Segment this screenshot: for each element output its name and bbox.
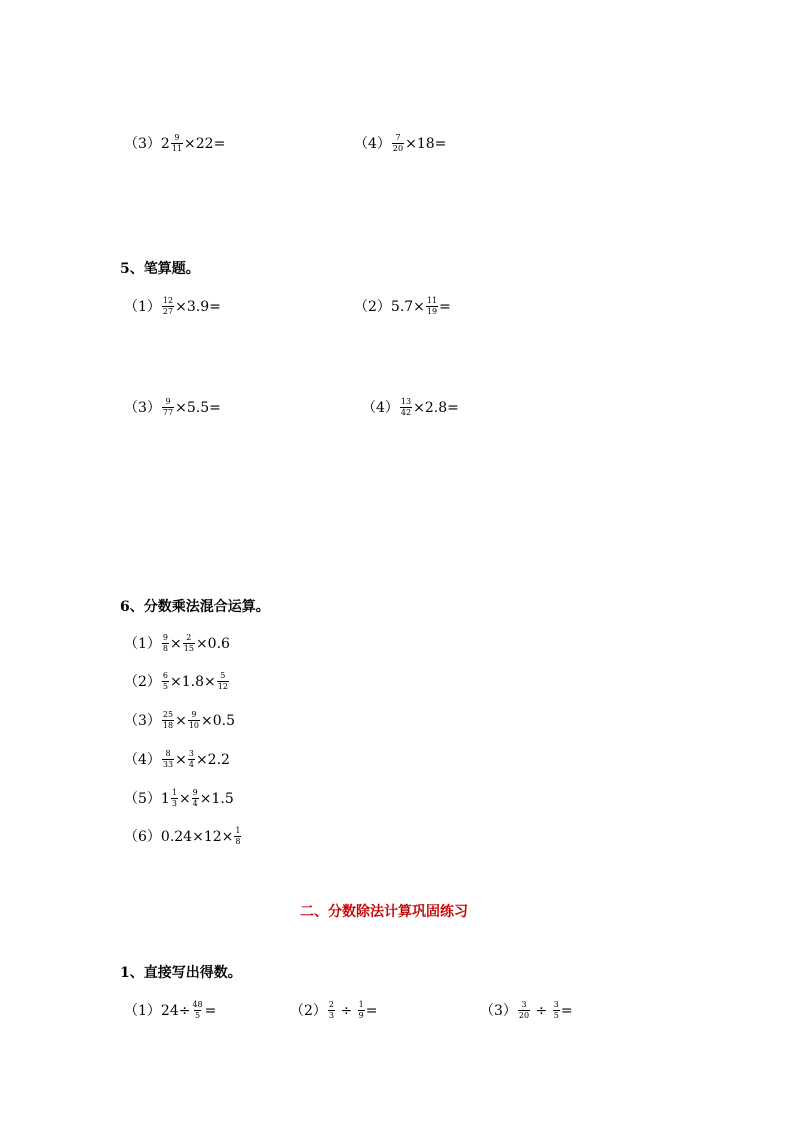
operator: × [175,751,187,768]
denominator: 8 [235,837,241,846]
denominator: 18 [162,721,174,730]
fraction-1 [518,1001,530,1020]
numerator: 3 [553,1000,559,1009]
denominator: 9 [358,1011,364,1020]
q5-item-3 [124,398,221,417]
numerator: 7 [395,133,401,142]
fraction-2 [188,711,200,730]
denominator: 3 [328,1011,335,1020]
numerator: 1 [235,826,241,835]
item-label: （4） [354,135,391,152]
q6-item-1 [124,634,230,653]
whole-number: 1 [160,790,170,807]
denominator: 5 [553,1011,559,1020]
fraction-1 [162,672,169,691]
denominator: 5 [162,682,169,691]
numerator: 13 [400,397,412,406]
expression-rest: ×2.2 [195,751,230,768]
expression-pre: 24÷ [160,1002,191,1019]
q5-item-2 [354,297,451,316]
fraction-1 [328,1001,335,1020]
p2-q1-item-2 [290,1001,377,1020]
fraction-2 [553,1001,560,1020]
expression-rest: ×0.5 [201,712,236,729]
denominator: 4 [188,760,194,769]
fraction-1 [162,634,169,653]
numerator: 11 [426,296,438,305]
expression-pre: 5.7× [390,298,425,315]
denominator: 4 [192,799,198,808]
item-label: （5） [124,790,161,807]
p2-q1-heading: 1、直接写出得数。 [120,965,242,981]
q6-heading: 6、分数乘法混合运算。 [120,599,270,615]
denominator: 8 [162,644,169,653]
numerator: 48 [192,1000,203,1009]
operator: ÷ [531,1002,552,1019]
q4-item-4 [354,134,446,153]
p2-q1-item-1 [124,1001,216,1020]
item-label: （1） [124,298,161,315]
denominator: 19 [426,307,438,316]
expression-pre: 0.24×12× [160,828,234,845]
expression-rest: ×22= [184,135,226,152]
numerator: 9 [165,397,171,406]
fraction [426,297,438,316]
fraction [162,398,174,417]
denominator: 42 [400,408,412,417]
item-label: （3） [124,135,161,152]
fraction-2 [183,634,195,653]
denominator: 33 [162,760,174,769]
expression-rest: ×18= [405,135,447,152]
q6-item-5 [124,789,234,808]
fraction-1 [162,711,174,730]
numerator: 1 [171,788,177,797]
fraction-2 [188,750,195,769]
expression-rest: = [204,1002,217,1019]
numerator: 3 [188,749,194,758]
item-label: （4） [124,751,161,768]
denominator: 5 [195,1011,201,1020]
q5-heading: 5、笔算题。 [120,261,200,277]
numerator: 6 [162,671,169,680]
item-label: （1） [124,635,161,652]
item-label: （2） [124,673,161,690]
denominator: 20 [392,144,404,153]
expression-rest: ×1.5 [199,790,234,807]
denominator: 20 [518,1011,530,1020]
operator: × [175,712,187,729]
expression-rest: = [439,298,451,315]
denominator: 12 [217,682,228,691]
fraction [191,1001,203,1020]
item-label: （3） [124,712,161,729]
fraction [400,398,412,417]
fraction [162,297,174,316]
q6-item-4 [124,750,230,769]
numerator: 2 [186,633,192,642]
item-label: （3） [124,399,161,416]
numerator: 5 [220,671,226,680]
numerator: 9 [174,133,180,142]
numerator: 8 [165,749,171,758]
denominator: 10 [188,721,200,730]
expression-rest: ×0.6 [195,635,230,652]
fraction [171,134,183,153]
fraction-2 [358,1001,365,1020]
fraction-1 [162,750,174,769]
fraction-2 [217,672,229,691]
p2-q1-item-3 [480,1001,573,1020]
expression-rest: ×2.8= [413,399,459,416]
operator: × [178,790,191,807]
q6-item-6 [124,827,242,846]
item-label: （4） [362,399,399,416]
fraction [392,134,404,153]
section-title: 二、分数除法计算巩固练习 [300,904,468,920]
numerator: 25 [162,710,174,719]
numerator: 12 [162,296,174,305]
denominator: 77 [162,408,174,417]
q6-item-3 [124,711,235,730]
numerator: 9 [162,633,169,642]
denominator: 11 [171,144,183,153]
q4-item-3 [124,134,225,153]
item-label: （6） [124,828,161,845]
expression-rest: = [365,1002,378,1019]
item-label: （2） [354,298,391,315]
operator: ÷ [336,1002,357,1019]
expression-mid: ×1.8× [170,673,216,690]
operator: × [170,635,182,652]
fraction-1 [171,789,178,808]
expression-rest: = [560,1002,573,1019]
numerator: 9 [191,710,197,719]
q6-item-2 [124,672,230,691]
fraction [234,827,241,846]
denominator: 15 [183,644,194,653]
fraction-2 [192,789,199,808]
q5-item-1 [124,297,221,316]
expression-rest: ×5.5= [175,399,221,416]
numerator: 9 [192,788,198,797]
denominator: 27 [162,307,174,316]
item-label: （3） [480,1002,517,1019]
expression-rest: ×3.9= [175,298,221,315]
item-label: （1） [124,1002,161,1019]
whole-number: 2 [160,135,170,152]
numerator: 1 [358,1000,364,1009]
denominator: 3 [171,799,177,808]
q5-item-4 [362,398,459,417]
numerator: 3 [521,1000,527,1009]
numerator: 2 [328,1000,335,1009]
item-label: （2） [290,1002,327,1019]
